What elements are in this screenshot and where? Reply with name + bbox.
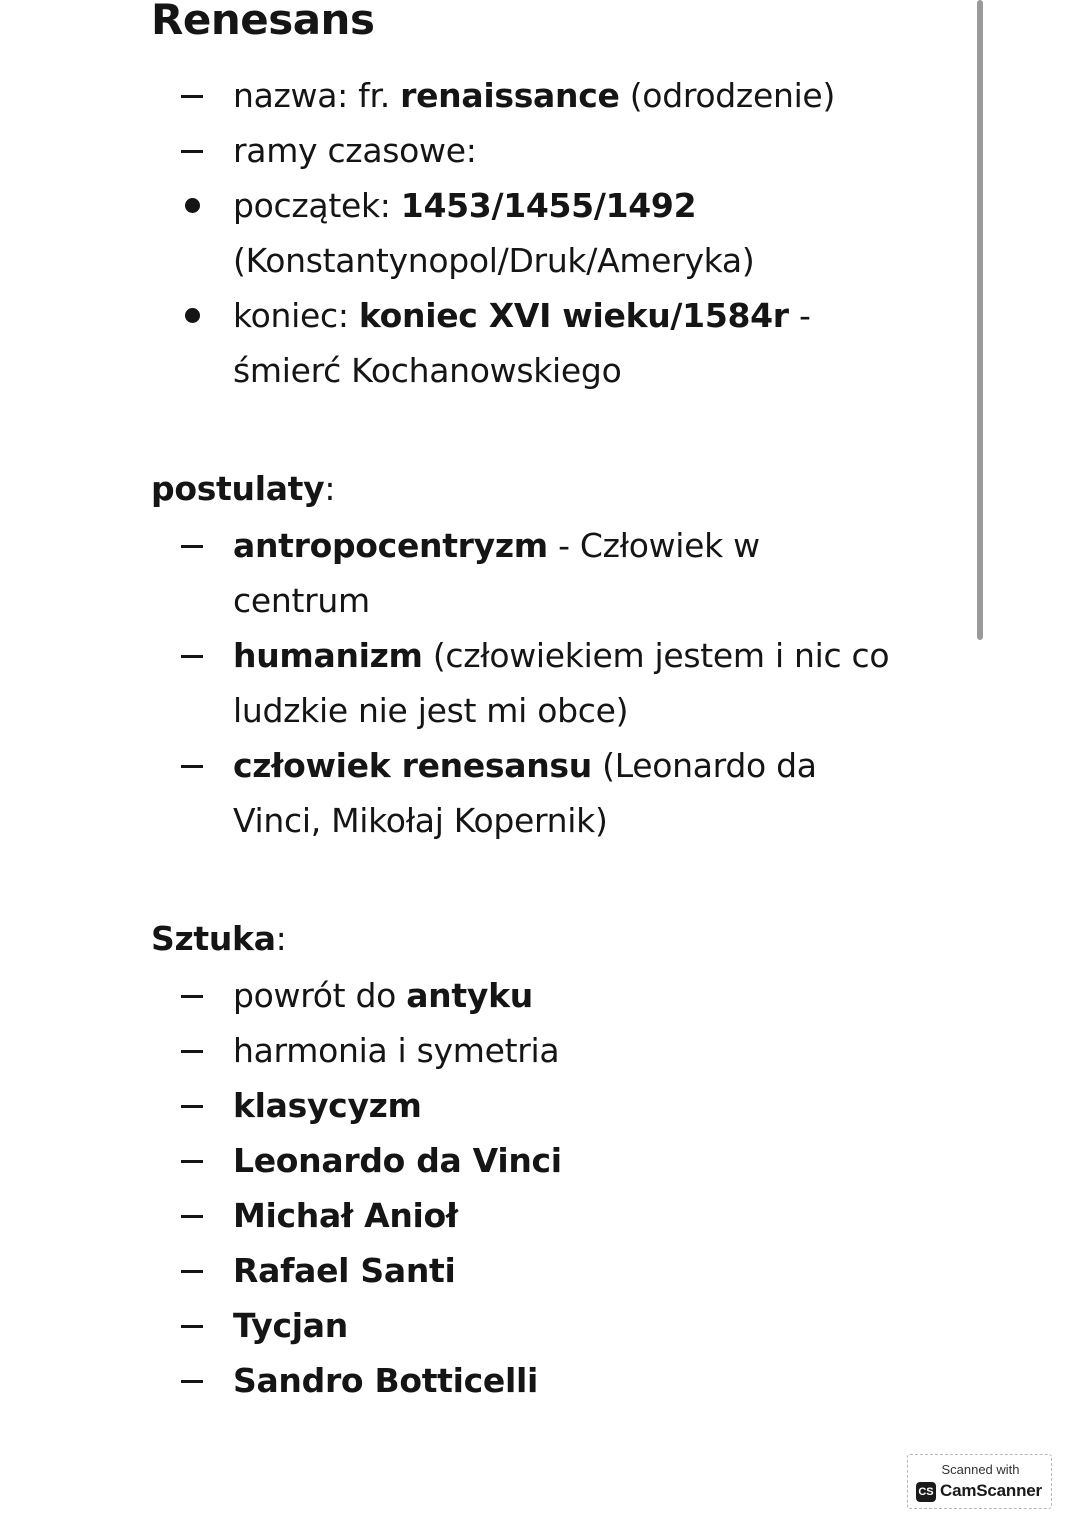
bold-term: 1453/1455/1492 (400, 186, 697, 225)
bold-term: antropocentryzm (233, 526, 548, 565)
page-title: Renesans (151, 0, 375, 44)
bold-term: Leonardo da Vinci (233, 1141, 562, 1180)
text-run: (Konstantynopol/Druk/Ameryka) (233, 241, 755, 280)
list-item-text (233, 288, 953, 343)
list-item (0, 233, 953, 288)
list-item (0, 1023, 953, 1078)
list-item-text (233, 1298, 953, 1353)
camscanner-logo-icon: CS (916, 1482, 936, 1502)
sztuka-heading (151, 919, 287, 959)
list-item (0, 628, 953, 683)
text-run: powrót do (233, 976, 407, 1015)
bold-term: antyku (406, 976, 533, 1015)
text-run: - Człowiek w (547, 526, 760, 565)
bold-term: renaissance (400, 76, 620, 115)
timeframe-list (0, 68, 953, 398)
bold-term: człowiek renesansu (233, 746, 592, 785)
text-run: początek: (233, 186, 401, 225)
list-item-text (233, 518, 953, 573)
list-item (0, 683, 953, 738)
list-item-text (233, 1133, 953, 1188)
bold-term: klasycyzm (233, 1086, 422, 1125)
text-run: nazwa: fr. (233, 76, 401, 115)
postulaty-heading (151, 469, 335, 509)
sztuka-heading-label: Sztuka (151, 919, 276, 958)
postulaty-list (0, 518, 953, 848)
text-run: ludzkie nie jest mi obce) (233, 691, 629, 730)
list-item (0, 1133, 953, 1188)
list-item-text (233, 343, 953, 398)
list-item-text (233, 1188, 953, 1243)
text-run: koniec: (233, 296, 359, 335)
list-item (0, 1353, 953, 1408)
text-run: - (788, 296, 811, 335)
list-item-text (233, 1353, 953, 1408)
sztuka-heading-colon: : (275, 919, 287, 958)
list-item-text (233, 1078, 953, 1133)
list-item-text (233, 178, 953, 233)
list-item-text (233, 968, 953, 1023)
text-run: (Leonardo da (591, 746, 817, 785)
list-item (0, 68, 953, 123)
text-run: (człowiekiem jestem i nic co (422, 636, 890, 675)
list-item (0, 1298, 953, 1353)
list-item (0, 1078, 953, 1133)
bold-term: Michał Anioł (233, 1196, 458, 1235)
scrollbar[interactable] (977, 0, 983, 640)
postulaty-heading-label: postulaty (151, 469, 325, 508)
list-item-text (233, 573, 953, 628)
list-item (0, 288, 953, 343)
watermark-caption: Scanned with (941, 1462, 1020, 1477)
text-run: (odrodzenie) (619, 76, 836, 115)
bold-term: humanizm (233, 636, 423, 675)
list-item (0, 738, 953, 793)
list-item-text (233, 233, 953, 288)
text-run: ramy czasowe: (233, 131, 477, 170)
list-item-text (233, 793, 953, 848)
list-item-text (233, 628, 953, 683)
sztuka-list (0, 968, 953, 1408)
list-item (0, 343, 953, 398)
postulaty-heading-colon: : (324, 469, 336, 508)
list-item (0, 1188, 953, 1243)
text-run: Vinci, Mikołaj Kopernik) (233, 801, 608, 840)
bold-term: Rafael Santi (233, 1251, 456, 1290)
list-item (0, 178, 953, 233)
list-item-text (233, 738, 953, 793)
list-item (0, 573, 953, 628)
bold-term: Sandro Botticelli (233, 1361, 539, 1400)
list-item-text (233, 68, 953, 123)
text-run: centrum (233, 581, 370, 620)
bold-term: Tycjan (233, 1306, 348, 1345)
bold-term: koniec XVI wieku/1584r (358, 296, 789, 335)
list-item (0, 968, 953, 1023)
text-run: harmonia i symetria (233, 1031, 560, 1070)
text-run: śmierć Kochanowskiego (233, 351, 622, 390)
list-item-text (233, 123, 953, 178)
list-item-text (233, 683, 953, 738)
list-item (0, 123, 953, 178)
camscanner-watermark (907, 1454, 1052, 1509)
list-item-text (233, 1243, 953, 1298)
list-item (0, 1243, 953, 1298)
list-item (0, 518, 953, 573)
watermark-brand: CamScanner (940, 1481, 1042, 1500)
list-item-text (233, 1023, 953, 1078)
list-item (0, 793, 953, 848)
